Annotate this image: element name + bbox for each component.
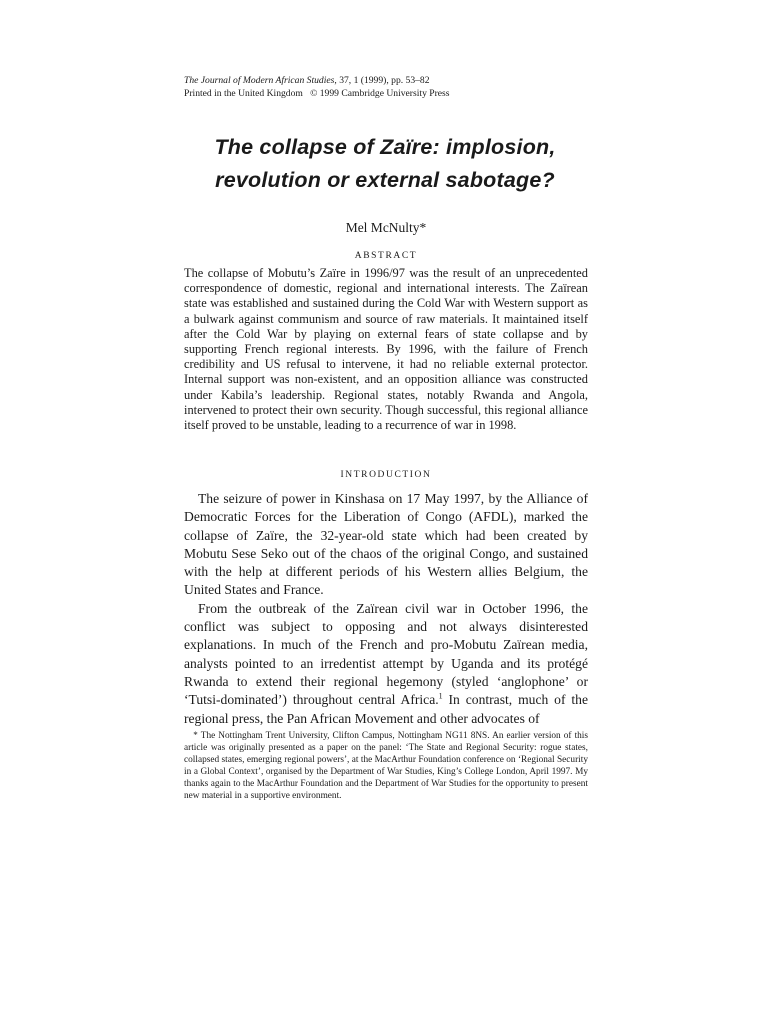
footnote-reference-1[interactable]: 1 xyxy=(438,691,443,701)
intro-paragraph-2-text-a: From the outbreak of the Zaïrean civil war in October 1996, the conflict was subject to opposing and not always disinterested explanations. In much of the French and pro-Mobutu Zaïrean media, analysts pointed to an irredentist attempt by Uganda and its protégé Rwanda to extend their regional hegemony (styled ‘anglophone’ or ‘Tutsi-dominated’) throughout central Africa. xyxy=(184,600,588,708)
footnote-mark: * xyxy=(193,730,198,740)
article-title xyxy=(180,131,590,197)
author-name: Mel McNulty* xyxy=(345,220,427,235)
printed-location: Printed in the United Kingdom xyxy=(184,88,303,99)
abstract-text: The collapse of Mobutu’s Zaïre in 1996/97 was the result of an unprecedented correspondence of domestic, regional and international interests. The Zaïrean state was established and sustained during the Cold War with Western support as a bulwark against communism and source of raw materials. It maintained itself after the Cold War by playing on external fears of state collapse and by supporting French regional interests. By 1996, with the failure of French credibility and US refusal to intervene, it had no reliable external protector. Internal support was non-existent, and an opposition alliance was constructed under Kabila’s leadership. Regional states, notably Rwanda and Angola, intervened to protect their own security. Though successful, this regional alliance itself proved to be unstable, leading to a recurrence of war in 1998. xyxy=(184,266,588,433)
intro-paragraph-2 xyxy=(184,600,588,728)
printing-line xyxy=(184,87,604,100)
citation-line xyxy=(184,74,604,87)
copyright-notice: © 1999 Cambridge University Press xyxy=(310,88,450,99)
intro-paragraph-2-text-b: In contrast, much of the regional press, the Pan African Movement and other advocates of xyxy=(184,692,588,726)
title-line-1: The collapse of Zaïre: implosion, xyxy=(214,135,556,159)
intro-paragraph-1: The seizure of power in Kinshasa on 17 May 1997, by the Alliance of Democratic Forces for the Liberation of Congo (AFDL), marked the collapse of Zaïre, the 32-year-old state which had been created by Mobutu Sese Seko out of the chaos of the original Congo, and sustained with the help at different periods of his Western allies Belgium, the United States and France. xyxy=(184,491,588,598)
introduction-heading: INTRODUCTION xyxy=(340,470,432,480)
author-footnote xyxy=(184,729,588,802)
introduction-body xyxy=(184,490,588,728)
title-line-2: revolution or external sabotage? xyxy=(215,168,555,192)
journal-header xyxy=(184,74,604,100)
footnote-text: The Nottingham Trent University, Clifton Campus, Nottingham NG11 8NS. An earlier version of this article was originally presented as a paper on the panel: ‘The State and Regional Security: rogue states, collapsed states, emerging regional powers’, at the MacArthur Foundation conference on ‘Regional Security in a Global Context’, organised by the Department of War Studies, King’s College London, April 1997. My thanks again to the MacArthur Foundation and the Department of War Studies for the opportunity to present new material in a supportive environment. xyxy=(184,731,589,801)
journal-name: The Journal of Modern African Studies xyxy=(184,75,335,86)
abstract-heading: ABSTRACT xyxy=(354,251,418,261)
citation-details: , 37, 1 (1999), pp. 53–82 xyxy=(334,75,430,86)
